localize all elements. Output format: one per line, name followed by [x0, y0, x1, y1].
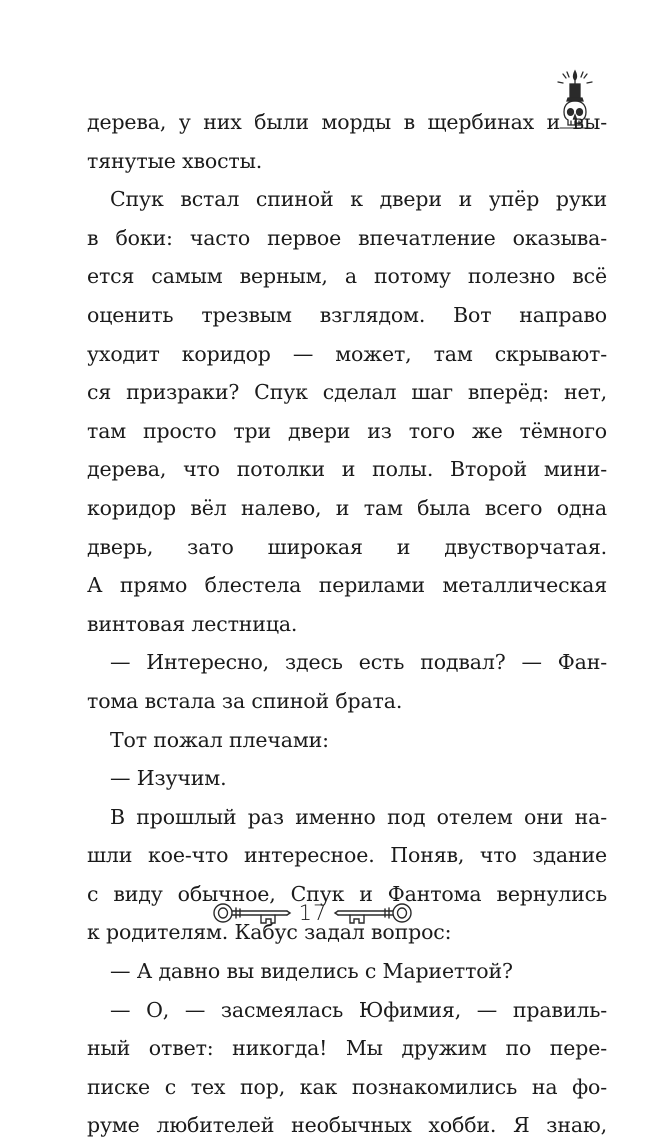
text-line: тома встала за спиной брата.	[87, 688, 403, 713]
text-line: Тот пожал плечами:	[110, 727, 329, 752]
text-line: дерева, у них были морды в щербинах и вы-	[87, 110, 607, 134]
text-line: писке с тех пор, как познакомились на фо-	[87, 1074, 607, 1099]
text-line: Спук встал спиной к двери и упёр руки	[110, 187, 607, 212]
text-line: — Интересно, здесь есть подвал? — Фан-	[110, 650, 607, 675]
text-line: уходит коридор — может, там скрывают-	[87, 341, 607, 366]
text-line: там просто три двери из того же тёмного	[87, 418, 607, 443]
page-footer	[0, 893, 659, 933]
text-line: к родителям. Кабус задал вопрос:	[87, 920, 452, 945]
text-line: А прямо блестела перилами металлическая	[87, 573, 607, 598]
text-line: ется самым верным, а потому полезно всё	[87, 264, 607, 289]
text-line: руме любителей необычных хобби. Я знаю,	[87, 1113, 607, 1138]
page-number: 17	[298, 901, 328, 925]
text-line: винтовая лестница.	[87, 611, 298, 636]
text-line: — Изучим.	[110, 766, 227, 791]
text-line: В прошлый раз именно под отелем они на-	[110, 804, 607, 829]
text-line: шли кое-что интересное. Поняв, что здание	[87, 843, 607, 868]
text-line: в боки: часто первое впечатление оказыва-	[87, 225, 607, 250]
text-line: с виду обычное, Спук и Фантома вернулись	[87, 881, 607, 906]
text-line: — О, — засмеялась Юфимия, — правиль-	[110, 997, 607, 1022]
key-right-icon	[332, 899, 414, 927]
text-line: дверь, зато широкая и двустворчатая.	[87, 534, 607, 559]
text-line: ся призраки? Спук сделал шаг вперёд: нет,	[87, 380, 607, 405]
text-line: коридор вёл налево, и там была всего одна	[87, 495, 607, 520]
text-line: дерева, что потолки и полы. Второй мини-	[87, 457, 607, 482]
text-line: ный ответ: никогда! Мы дружим по пере-	[87, 1036, 607, 1061]
page-text	[87, 103, 607, 1145]
text-line: тянутые хвосты.	[87, 148, 263, 173]
text-line: — А давно вы виделись с Мариеттой?	[110, 959, 513, 984]
text-line: оценить трезвым взглядом. Вот направо	[87, 302, 607, 327]
key-left-icon	[211, 899, 293, 927]
